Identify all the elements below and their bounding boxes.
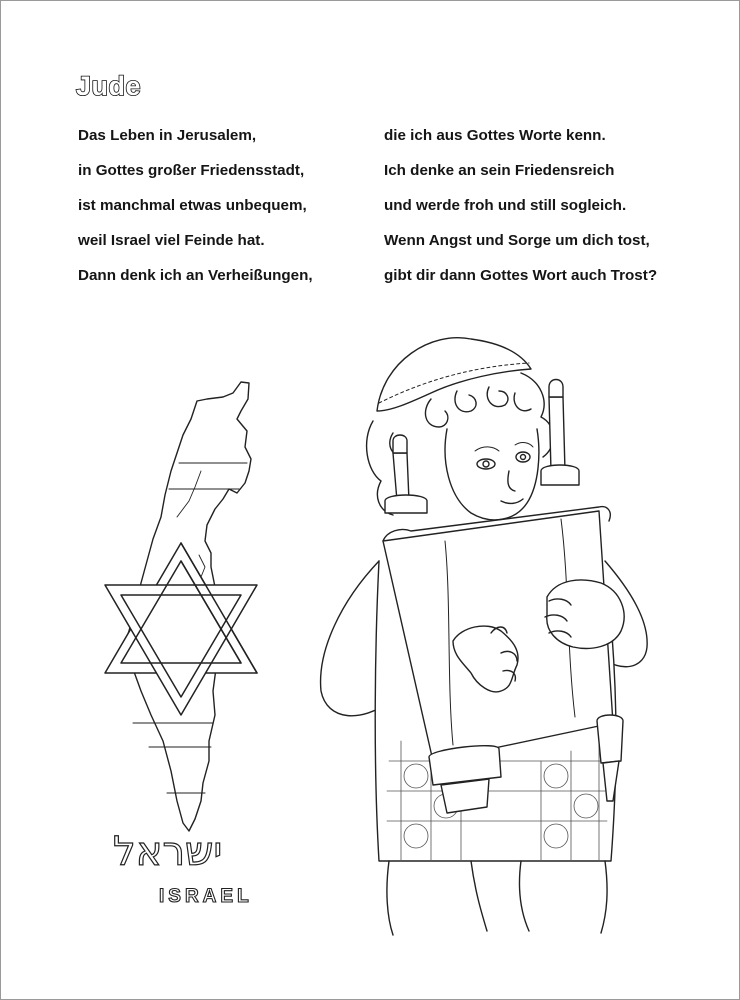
page-title: Jude	[76, 71, 142, 101]
illustration	[1, 1, 739, 999]
child-with-torah-icon	[321, 338, 648, 935]
star-of-david-icon	[105, 543, 257, 715]
poem-line: ist manchmal etwas unbequem,	[78, 197, 307, 214]
poem-line: Ich denke an sein Friedensreich	[384, 162, 615, 179]
poem-line: Dann denk ich an Verheißungen,	[78, 267, 313, 284]
poem-line: und werde froh und still sogleich.	[384, 197, 627, 214]
poem-line: gibt dir dann Gottes Wort auch Trost?	[384, 267, 658, 284]
poem-line: Das Leben in Jerusalem,	[78, 127, 257, 144]
poem-line: weil Israel viel Feinde hat.	[78, 232, 265, 249]
poem-line: Wenn Angst und Sorge um dich tost,	[384, 232, 650, 249]
israel-label: ISRAEL	[159, 886, 253, 907]
poem-line: in Gottes großer Friedensstadt,	[78, 162, 305, 179]
hebrew-israel-label: ישראל	[113, 829, 223, 875]
poem-line: die ich aus Gottes Worte kenn.	[384, 127, 606, 144]
